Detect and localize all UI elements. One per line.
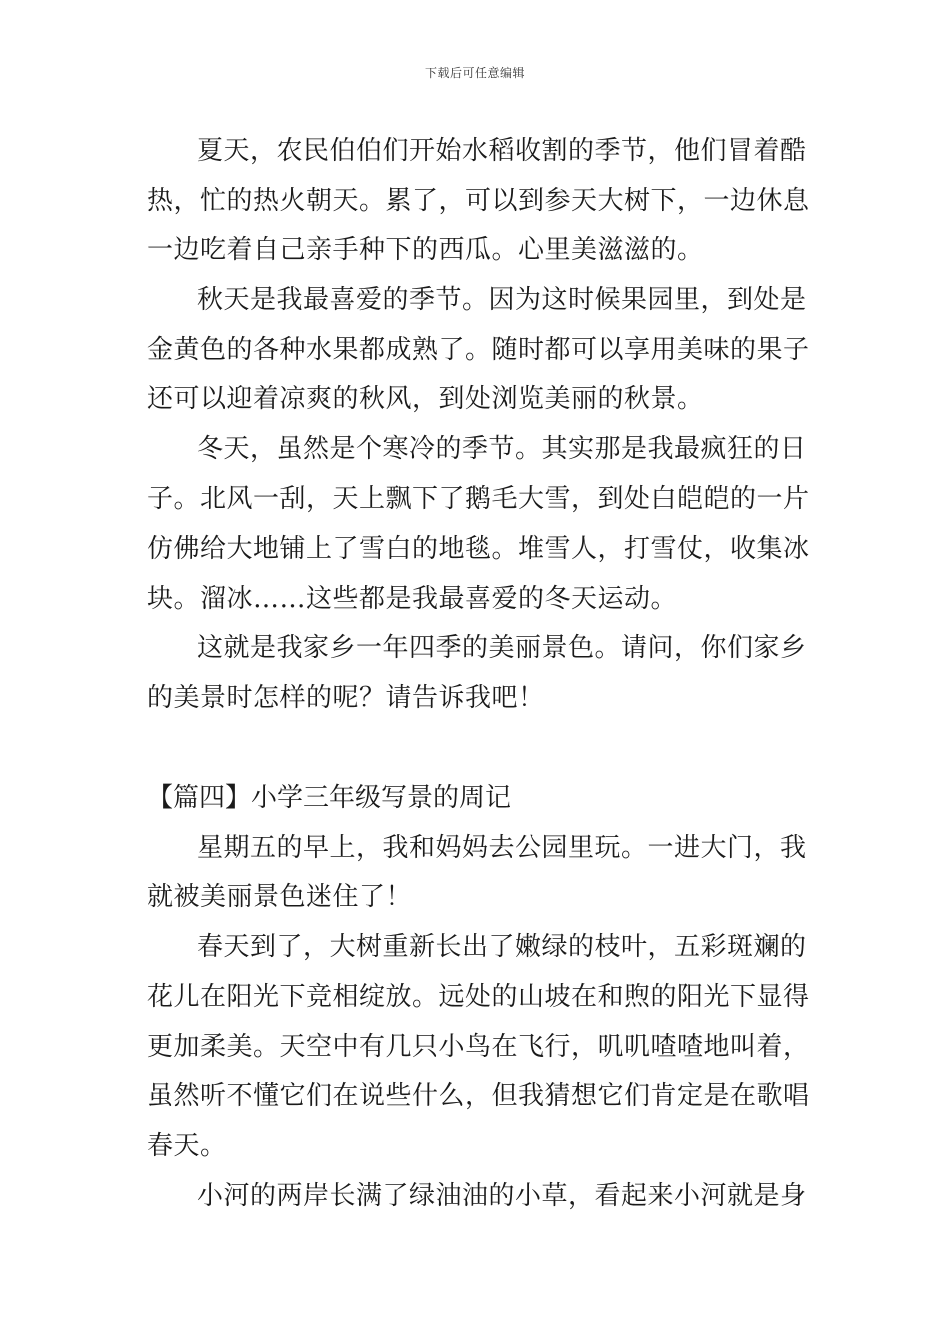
paragraph-winter-line-3: 仿佛给大地铺上了雪白的地毯。堆雪人，打雪仗，收集冰 bbox=[147, 534, 810, 564]
paragraph-intro-line-2: 就被美丽景色迷住了！ bbox=[147, 882, 413, 912]
paragraph-spring-line-5: 春天。 bbox=[147, 1131, 227, 1161]
page-header: 下载后可任意编辑 bbox=[424, 66, 525, 80]
paragraph-spring-line-4: 虽然听不懂它们在说些什么，但我猜想它们肯定是在歌唱 bbox=[147, 1081, 810, 1111]
paragraph-summer-line-3: 一边吃着自己亲手种下的西瓜。心里美滋滋的。 bbox=[147, 235, 704, 265]
paragraph-winter-line-2: 子。北风一刮，天上飘下了鹅毛大雪，到处白皑皑的一片 bbox=[147, 484, 810, 514]
section-heading: 【篇四】小学三年级写景的周记 bbox=[147, 783, 512, 813]
paragraph-autumn-line-1: 秋天是我最喜爱的季节。因为这时候果园里，到处是 bbox=[197, 285, 807, 315]
paragraph-intro-line-1: 星期五的早上，我和妈妈去公园里玩。一进大门，我 bbox=[197, 833, 807, 863]
paragraph-spring-line-1: 春天到了，大树重新长出了嫩绿的枝叶，五彩斑斓的 bbox=[197, 932, 807, 962]
paragraph-winter-line-1: 冬天，虽然是个寒冷的季节。其实那是我最疯狂的日 bbox=[197, 434, 807, 464]
paragraph-spring-line-3: 更加柔美。天空中有几只小鸟在飞行，叽叽喳喳地叫着， bbox=[147, 1032, 810, 1062]
paragraph-closing-line-1: 这就是我家乡一年四季的美丽景色。请问，你们家乡 bbox=[197, 633, 807, 663]
paragraph-autumn-line-3: 还可以迎着凉爽的秋风，到处浏览美丽的秋景。 bbox=[147, 384, 704, 414]
paragraph-winter-line-4: 块。溜冰……这些都是我最喜爱的冬天运动。 bbox=[147, 584, 678, 614]
paragraph-spring-line-2: 花儿在阳光下竞相绽放。远处的山坡在和煦的阳光下显得 bbox=[147, 982, 810, 1012]
paragraph-closing-line-2: 的美景时怎样的呢？请告诉我吧！ bbox=[147, 683, 545, 713]
paragraph-autumn-line-2: 金黄色的各种水果都成熟了。随时都可以享用美味的果子 bbox=[147, 335, 810, 365]
paragraph-summer-line-2: 热，忙的热火朝天。累了，可以到参天大树下，一边休息 bbox=[147, 186, 810, 216]
paragraph-river-line-1: 小河的两岸长满了绿油油的小草，看起来小河就是身 bbox=[197, 1181, 807, 1211]
paragraph-summer-line-1: 夏天，农民伯伯们开始水稻收割的季节，他们冒着酷 bbox=[197, 136, 807, 166]
